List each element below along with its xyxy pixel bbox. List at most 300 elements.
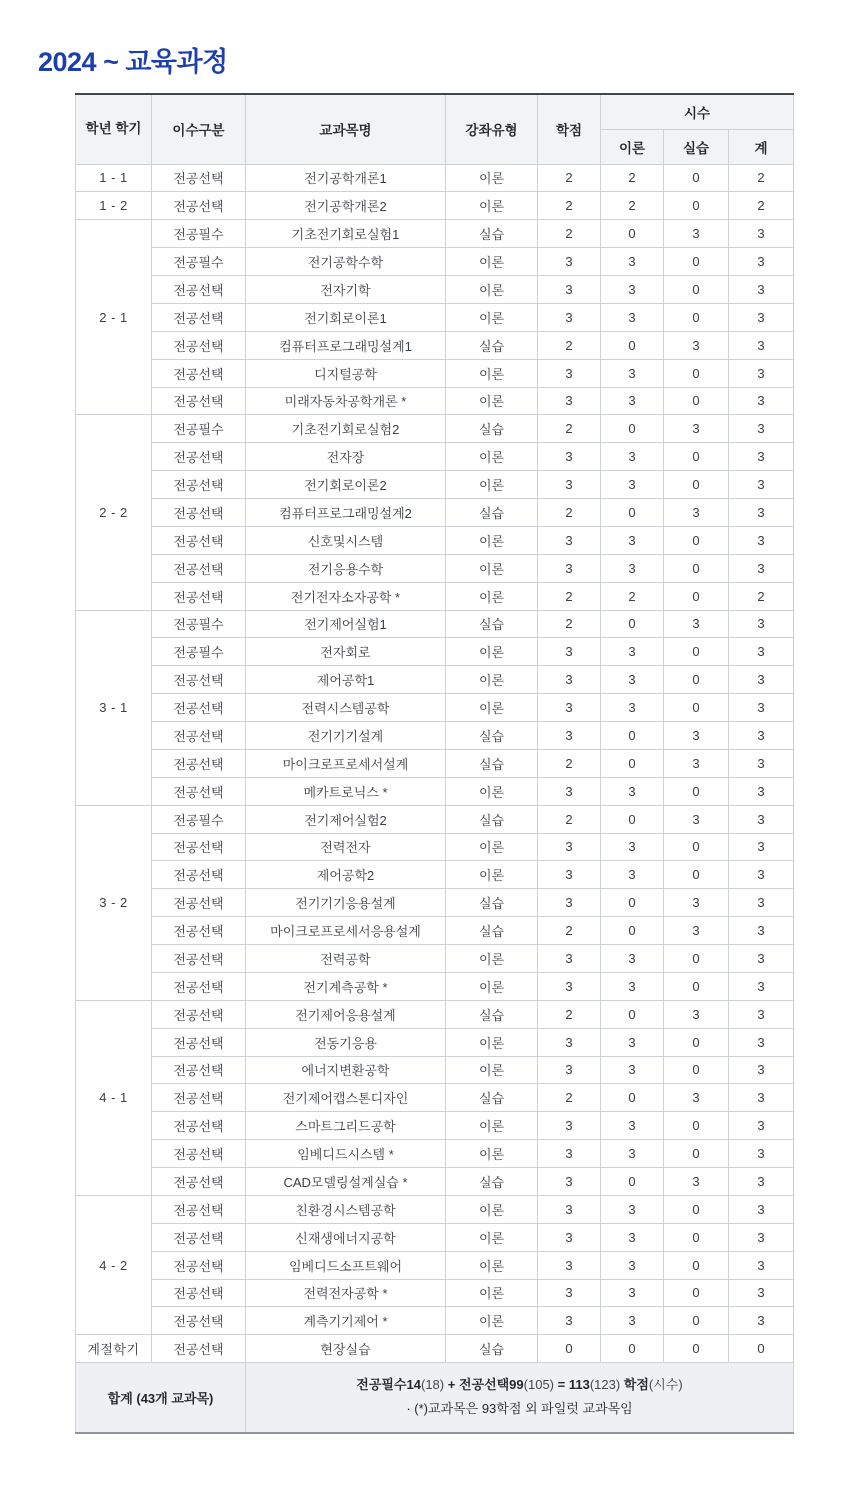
cell-course-name: 전자회로: [246, 638, 446, 666]
cell-credits: 3: [538, 722, 601, 750]
cell-credits: 3: [538, 303, 601, 331]
cell-practice-hours: 0: [664, 1028, 729, 1056]
cell-practice-hours: 0: [664, 471, 729, 499]
cell-theory-hours: 3: [601, 1112, 664, 1140]
cell-category: 전공선택: [152, 889, 246, 917]
summary-segment: =: [554, 1376, 569, 1392]
table-row: [76, 777, 794, 805]
cell-theory-hours: 3: [601, 526, 664, 554]
cell-lecture-type: 이론: [446, 582, 538, 610]
col-header-total: 계: [729, 129, 794, 164]
cell-total-hours: 3: [729, 889, 794, 917]
cell-course-name: 신재생에너지공학: [246, 1223, 446, 1251]
cell-category: 전공선택: [152, 554, 246, 582]
cell-lecture-type: 실습: [446, 1084, 538, 1112]
cell-practice-hours: 0: [664, 276, 729, 304]
cell-practice-hours: 3: [664, 1084, 729, 1112]
cell-practice-hours: 0: [664, 833, 729, 861]
table-body: [76, 164, 794, 1363]
cell-course-name: 전력공학: [246, 945, 446, 973]
cell-credits: 2: [538, 220, 601, 248]
cell-lecture-type: 이론: [446, 192, 538, 220]
table-row: [76, 582, 794, 610]
table-row: [76, 1084, 794, 1112]
cell-lecture-type: 이론: [446, 1112, 538, 1140]
cell-credits: 2: [538, 415, 601, 443]
cell-theory-hours: 3: [601, 387, 664, 415]
cell-category: 전공필수: [152, 415, 246, 443]
cell-category: 전공선택: [152, 499, 246, 527]
cell-credits: 3: [538, 443, 601, 471]
cell-category: 전공필수: [152, 248, 246, 276]
cell-category: 전공선택: [152, 1140, 246, 1168]
cell-course-name: 계측기기제어 *: [246, 1307, 446, 1335]
cell-credits: 2: [538, 331, 601, 359]
cell-category: 전공선택: [152, 359, 246, 387]
cell-lecture-type: 이론: [446, 945, 538, 973]
cell-credits: 3: [538, 248, 601, 276]
cell-theory-hours: 3: [601, 861, 664, 889]
cell-credits: 3: [538, 471, 601, 499]
cell-lecture-type: 이론: [446, 164, 538, 192]
cell-lecture-type: 이론: [446, 248, 538, 276]
cell-lecture-type: 이론: [446, 777, 538, 805]
cell-credits: 2: [538, 610, 601, 638]
cell-lecture-type: 실습: [446, 749, 538, 777]
cell-lecture-type: 이론: [446, 638, 538, 666]
cell-theory-hours: 3: [601, 276, 664, 304]
table-row: [76, 526, 794, 554]
cell-theory-hours: 3: [601, 471, 664, 499]
cell-category: 전공선택: [152, 1335, 246, 1363]
cell-theory-hours: 3: [601, 777, 664, 805]
cell-total-hours: 2: [729, 192, 794, 220]
cell-theory-hours: 2: [601, 164, 664, 192]
cell-practice-hours: 0: [664, 1307, 729, 1335]
summary-segment: +: [444, 1376, 459, 1392]
cell-total-hours: 3: [729, 1140, 794, 1168]
cell-credits: 3: [538, 1168, 601, 1196]
cell-course-name: 마이크로프로세서설계: [246, 749, 446, 777]
table-row: [76, 1000, 794, 1028]
cell-category: 전공선택: [152, 276, 246, 304]
cell-total-hours: 3: [729, 805, 794, 833]
table-row: [76, 1307, 794, 1335]
cell-total-hours: 2: [729, 164, 794, 192]
cell-credits: 3: [538, 1195, 601, 1223]
summary-segment: (123): [589, 1376, 621, 1392]
cell-total-hours: 3: [729, 749, 794, 777]
table-row: [76, 694, 794, 722]
cell-course-name: 기초전기회로실험1: [246, 220, 446, 248]
cell-practice-hours: 3: [664, 749, 729, 777]
table-row: [76, 387, 794, 415]
cell-total-hours: 3: [729, 471, 794, 499]
table-row: [76, 499, 794, 527]
cell-practice-hours: 0: [664, 694, 729, 722]
cell-category: 전공선택: [152, 192, 246, 220]
cell-course-name: 스마트그리드공학: [246, 1112, 446, 1140]
cell-category: 전공선택: [152, 722, 246, 750]
cell-category: 전공선택: [152, 749, 246, 777]
cell-total-hours: 3: [729, 638, 794, 666]
cell-total-hours: 3: [729, 499, 794, 527]
cell-theory-hours: 3: [601, 443, 664, 471]
cell-lecture-type: 이론: [446, 861, 538, 889]
cell-theory-hours: 0: [601, 1168, 664, 1196]
cell-total-hours: 3: [729, 1307, 794, 1335]
cell-total-hours: 3: [729, 415, 794, 443]
cell-theory-hours: 3: [601, 833, 664, 861]
cell-practice-hours: 3: [664, 722, 729, 750]
cell-lecture-type: 이론: [446, 443, 538, 471]
cell-credits: 0: [538, 1335, 601, 1363]
cell-course-name: 전기회로이론2: [246, 471, 446, 499]
cell-lecture-type: 이론: [446, 1251, 538, 1279]
cell-total-hours: 3: [729, 359, 794, 387]
cell-lecture-type: 이론: [446, 526, 538, 554]
cell-credits: 3: [538, 861, 601, 889]
cell-credits: 3: [538, 554, 601, 582]
table-header: [76, 94, 794, 164]
cell-practice-hours: 0: [664, 443, 729, 471]
table-row: [76, 331, 794, 359]
cell-theory-hours: 3: [601, 554, 664, 582]
cell-course-name: 디지털공학: [246, 359, 446, 387]
cell-theory-hours: 3: [601, 694, 664, 722]
cell-credits: 3: [538, 1140, 601, 1168]
page-title: 2024 ~ 교육과정: [38, 47, 228, 77]
cell-theory-hours: 3: [601, 1195, 664, 1223]
col-header-category: 이수구분: [152, 94, 246, 164]
cell-credits: 3: [538, 1307, 601, 1335]
cell-practice-hours: 0: [664, 972, 729, 1000]
cell-credits: 2: [538, 164, 601, 192]
cell-total-hours: 3: [729, 387, 794, 415]
cell-credits: 2: [538, 917, 601, 945]
cell-lecture-type: 실습: [446, 415, 538, 443]
table-row: [76, 415, 794, 443]
col-header-theory: 이론: [601, 129, 664, 164]
cell-course-name: 전기계측공학 *: [246, 972, 446, 1000]
table-row: [76, 1028, 794, 1056]
col-header-year-semester: 학년 학기: [76, 94, 152, 164]
cell-course-name: 전기제어캡스톤디자인: [246, 1084, 446, 1112]
cell-lecture-type: 실습: [446, 331, 538, 359]
cell-course-name: CAD모델링설계실습 *: [246, 1168, 446, 1196]
cell-course-name: 전동기응용: [246, 1028, 446, 1056]
cell-course-name: 전력전자: [246, 833, 446, 861]
cell-theory-hours: 0: [601, 331, 664, 359]
cell-category: 전공선택: [152, 833, 246, 861]
cell-credits: 3: [538, 777, 601, 805]
cell-total-hours: 3: [729, 945, 794, 973]
cell-course-name: 메카트로닉스 *: [246, 777, 446, 805]
cell-total-hours: 3: [729, 526, 794, 554]
cell-practice-hours: 0: [664, 1140, 729, 1168]
col-header-credits: 학점: [538, 94, 601, 164]
cell-practice-hours: 0: [664, 526, 729, 554]
cell-lecture-type: 이론: [446, 1028, 538, 1056]
cell-category: 전공선택: [152, 1056, 246, 1084]
cell-category: 전공선택: [152, 917, 246, 945]
cell-total-hours: 2: [729, 582, 794, 610]
cell-semester: 4 - 1: [76, 1000, 152, 1195]
cell-lecture-type: 실습: [446, 610, 538, 638]
cell-category: 전공선택: [152, 945, 246, 973]
cell-total-hours: 3: [729, 248, 794, 276]
cell-credits: 3: [538, 1028, 601, 1056]
summary-cell: [246, 1363, 794, 1433]
cell-lecture-type: 이론: [446, 303, 538, 331]
cell-theory-hours: 3: [601, 303, 664, 331]
curriculum-table-wrap: [75, 93, 794, 1434]
cell-lecture-type: 실습: [446, 1335, 538, 1363]
cell-credits: 2: [538, 805, 601, 833]
cell-category: 전공선택: [152, 1112, 246, 1140]
cell-category: 전공선택: [152, 471, 246, 499]
summary-segment: 학점: [620, 1376, 649, 1392]
cell-course-name: 전기기기응용설계: [246, 889, 446, 917]
cell-total-hours: 3: [729, 1223, 794, 1251]
cell-total-hours: 3: [729, 1056, 794, 1084]
cell-credits: 2: [538, 499, 601, 527]
table-row: [76, 889, 794, 917]
cell-credits: 3: [538, 833, 601, 861]
cell-theory-hours: 3: [601, 638, 664, 666]
cell-credits: 3: [538, 1112, 601, 1140]
cell-credits: 3: [538, 1251, 601, 1279]
cell-practice-hours: 0: [664, 861, 729, 889]
cell-credits: 2: [538, 749, 601, 777]
cell-theory-hours: 3: [601, 1056, 664, 1084]
table-row: [76, 359, 794, 387]
cell-lecture-type: 실습: [446, 722, 538, 750]
cell-course-name: 전자기학: [246, 276, 446, 304]
cell-practice-hours: 0: [664, 1112, 729, 1140]
cell-course-name: 전기전자소자공학 *: [246, 582, 446, 610]
cell-lecture-type: 이론: [446, 1279, 538, 1307]
cell-theory-hours: 0: [601, 722, 664, 750]
cell-lecture-type: 실습: [446, 1168, 538, 1196]
cell-theory-hours: 0: [601, 889, 664, 917]
col-header-course-name: 교과목명: [246, 94, 446, 164]
cell-practice-hours: 0: [664, 359, 729, 387]
cell-lecture-type: 이론: [446, 694, 538, 722]
cell-course-name: 임베디드시스템 *: [246, 1140, 446, 1168]
cell-practice-hours: 0: [664, 666, 729, 694]
cell-category: 전공선택: [152, 1195, 246, 1223]
cell-lecture-type: 실습: [446, 1000, 538, 1028]
cell-semester: 2 - 1: [76, 220, 152, 415]
cell-lecture-type: 이론: [446, 1195, 538, 1223]
summary-line-1: [248, 1373, 791, 1398]
cell-practice-hours: 0: [664, 582, 729, 610]
cell-total-hours: 3: [729, 1084, 794, 1112]
table-row: [76, 972, 794, 1000]
cell-theory-hours: 3: [601, 945, 664, 973]
cell-practice-hours: 0: [664, 248, 729, 276]
cell-lecture-type: 이론: [446, 276, 538, 304]
table-row: [76, 805, 794, 833]
cell-total-hours: 3: [729, 777, 794, 805]
cell-practice-hours: 3: [664, 1000, 729, 1028]
cell-lecture-type: 이론: [446, 554, 538, 582]
cell-lecture-type: 이론: [446, 833, 538, 861]
summary-line-2: · (*)교과목은 93학점 외 파일럿 교과목임: [406, 1401, 633, 1417]
cell-lecture-type: 이론: [446, 359, 538, 387]
table-row: [76, 192, 794, 220]
cell-category: 전공선택: [152, 666, 246, 694]
cell-credits: 3: [538, 638, 601, 666]
cell-total-hours: 3: [729, 861, 794, 889]
cell-total-hours: 3: [729, 972, 794, 1000]
cell-practice-hours: 3: [664, 889, 729, 917]
cell-course-name: 친환경시스템공학: [246, 1195, 446, 1223]
cell-credits: 2: [538, 582, 601, 610]
table-row: [76, 917, 794, 945]
cell-theory-hours: 3: [601, 1307, 664, 1335]
cell-credits: 3: [538, 1223, 601, 1251]
table-row: [76, 1140, 794, 1168]
cell-semester: 3 - 1: [76, 610, 152, 805]
table-row: [76, 833, 794, 861]
summary-segment: (시수): [648, 1376, 683, 1392]
cell-total-hours: 3: [729, 722, 794, 750]
cell-total-hours: 3: [729, 331, 794, 359]
table-row: [76, 443, 794, 471]
cell-total-hours: 0: [729, 1335, 794, 1363]
cell-theory-hours: 3: [601, 1028, 664, 1056]
cell-theory-hours: 3: [601, 359, 664, 387]
col-header-hours-group: 시수: [601, 94, 794, 129]
cell-practice-hours: 3: [664, 917, 729, 945]
cell-category: 전공선택: [152, 1251, 246, 1279]
cell-course-name: 전기기기설계: [246, 722, 446, 750]
table-row: [76, 722, 794, 750]
cell-course-name: 전기공학수학: [246, 248, 446, 276]
cell-category: 전공선택: [152, 164, 246, 192]
cell-category: 전공선택: [152, 1168, 246, 1196]
table-row: [76, 164, 794, 192]
cell-practice-hours: 3: [664, 610, 729, 638]
cell-course-name: 컴퓨터프로그래밍설계1: [246, 331, 446, 359]
cell-lecture-type: 실습: [446, 889, 538, 917]
table-row: [76, 638, 794, 666]
cell-course-name: 현장실습: [246, 1335, 446, 1363]
cell-total-hours: 3: [729, 610, 794, 638]
table-footer: [76, 1363, 794, 1433]
cell-course-name: 전기제어실험2: [246, 805, 446, 833]
cell-credits: 3: [538, 694, 601, 722]
cell-category: 전공필수: [152, 805, 246, 833]
table-row: [76, 1056, 794, 1084]
cell-category: 전공필수: [152, 220, 246, 248]
cell-theory-hours: 3: [601, 666, 664, 694]
cell-lecture-type: 이론: [446, 1140, 538, 1168]
cell-lecture-type: 실습: [446, 917, 538, 945]
cell-credits: 2: [538, 192, 601, 220]
cell-theory-hours: 3: [601, 1223, 664, 1251]
col-header-practice: 실습: [664, 129, 729, 164]
cell-theory-hours: 0: [601, 1084, 664, 1112]
cell-total-hours: 3: [729, 1251, 794, 1279]
cell-practice-hours: 0: [664, 1195, 729, 1223]
cell-total-hours: 3: [729, 303, 794, 331]
cell-theory-hours: 3: [601, 1279, 664, 1307]
cell-theory-hours: 0: [601, 415, 664, 443]
cell-category: 전공선택: [152, 861, 246, 889]
cell-category: 전공선택: [152, 443, 246, 471]
cell-credits: 3: [538, 945, 601, 973]
cell-credits: 2: [538, 1084, 601, 1112]
cell-practice-hours: 0: [664, 945, 729, 973]
cell-theory-hours: 2: [601, 192, 664, 220]
cell-category: 전공선택: [152, 1028, 246, 1056]
cell-practice-hours: 3: [664, 415, 729, 443]
cell-course-name: 전력시스템공학: [246, 694, 446, 722]
cell-semester: 1 - 1: [76, 164, 152, 192]
cell-theory-hours: 2: [601, 582, 664, 610]
cell-total-hours: 3: [729, 1168, 794, 1196]
table-row: [76, 1223, 794, 1251]
cell-total-hours: 3: [729, 1279, 794, 1307]
cell-course-name: 전기회로이론1: [246, 303, 446, 331]
cell-credits: 3: [538, 1279, 601, 1307]
cell-category: 전공선택: [152, 972, 246, 1000]
table-row: [76, 303, 794, 331]
cell-lecture-type: 이론: [446, 387, 538, 415]
cell-theory-hours: 0: [601, 1335, 664, 1363]
cell-total-hours: 3: [729, 1112, 794, 1140]
col-header-lecture-type: 강좌유형: [446, 94, 538, 164]
cell-theory-hours: 3: [601, 1251, 664, 1279]
cell-practice-hours: 3: [664, 331, 729, 359]
cell-theory-hours: 0: [601, 610, 664, 638]
table-row: [76, 220, 794, 248]
cell-total-hours: 3: [729, 443, 794, 471]
cell-total-hours: 3: [729, 1000, 794, 1028]
table-row: [76, 749, 794, 777]
cell-theory-hours: 0: [601, 917, 664, 945]
cell-course-name: 신호및시스템: [246, 526, 446, 554]
cell-course-name: 제어공학1: [246, 666, 446, 694]
cell-credits: 3: [538, 387, 601, 415]
cell-semester: 1 - 2: [76, 192, 152, 220]
cell-theory-hours: 0: [601, 1000, 664, 1028]
cell-credits: 3: [538, 526, 601, 554]
cell-course-name: 전기제어응용설계: [246, 1000, 446, 1028]
cell-credits: 3: [538, 972, 601, 1000]
cell-category: 전공선택: [152, 331, 246, 359]
cell-semester: 2 - 2: [76, 415, 152, 610]
cell-theory-hours: 0: [601, 805, 664, 833]
cell-course-name: 전력전자공학 *: [246, 1279, 446, 1307]
cell-practice-hours: 0: [664, 638, 729, 666]
cell-practice-hours: 0: [664, 1223, 729, 1251]
cell-lecture-type: 이론: [446, 972, 538, 1000]
cell-credits: 3: [538, 359, 601, 387]
cell-practice-hours: 0: [664, 1056, 729, 1084]
cell-category: 전공선택: [152, 303, 246, 331]
table-row: [76, 945, 794, 973]
cell-course-name: 에너지변환공학: [246, 1056, 446, 1084]
cell-category: 전공선택: [152, 1279, 246, 1307]
cell-practice-hours: 0: [664, 1335, 729, 1363]
cell-lecture-type: 실습: [446, 220, 538, 248]
cell-course-name: 전기공학개론2: [246, 192, 446, 220]
cell-category: 전공선택: [152, 777, 246, 805]
